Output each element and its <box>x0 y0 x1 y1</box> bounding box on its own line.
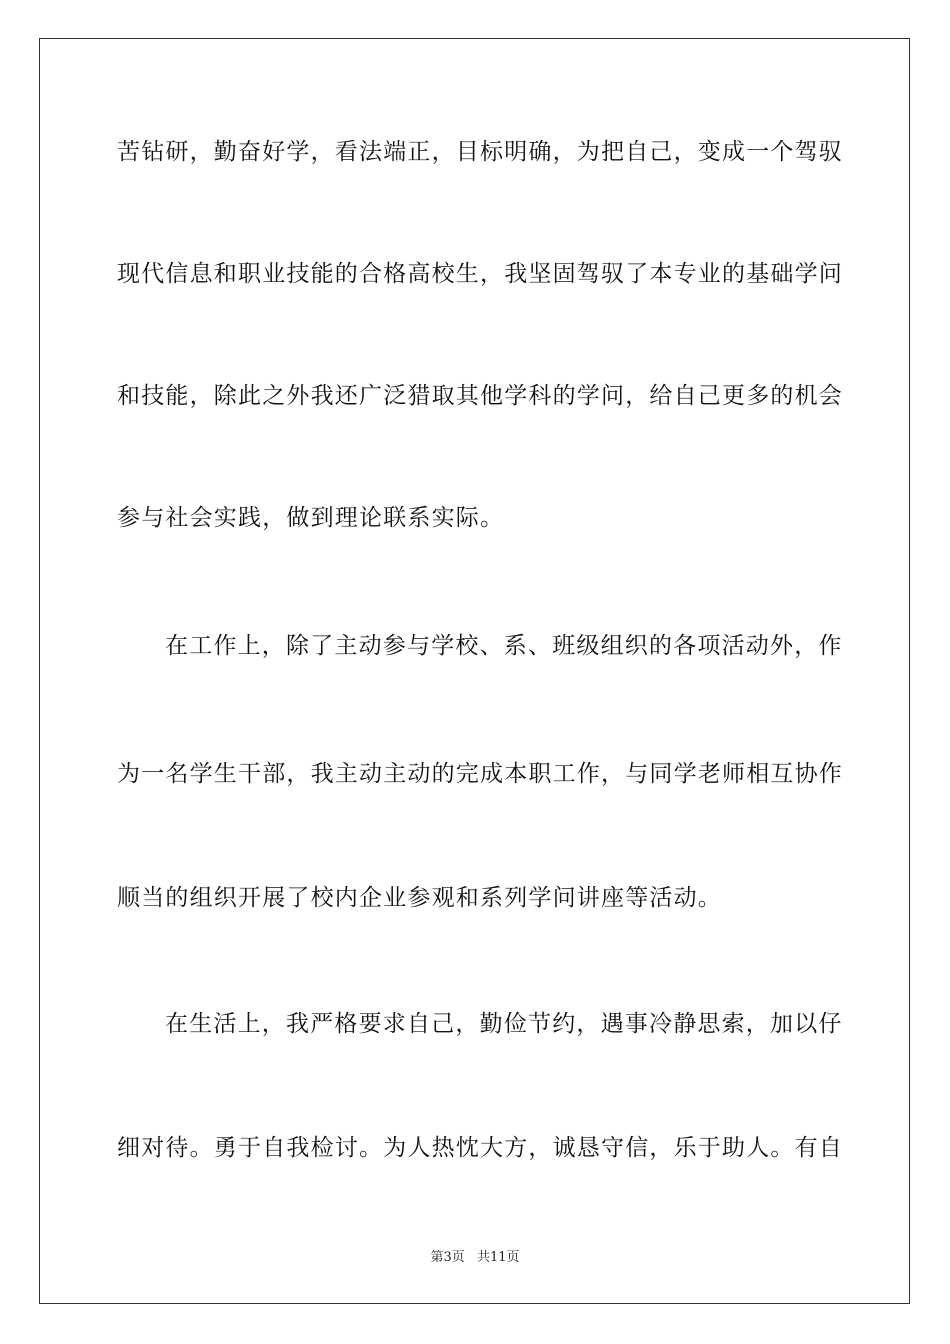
total-pages: 共11页 <box>476 1250 520 1265</box>
body-text-line-3: 和技能，除此之外我还广泛猎取其他学科的学问，给自己更多的机会 <box>117 383 843 409</box>
body-text-line-9: 细对待。勇于自我检讨。为人热忱大方，诚恳守信，乐于助人。有自 <box>117 1135 843 1161</box>
body-text-line-2: 现代信息和职业技能的合格高校生，我坚固驾驭了本专业的基础学问 <box>117 261 843 287</box>
body-text-line-8: 在生活上，我严格要求自己，勤俭节约，遇事冷静思索，加以仔 <box>165 1011 843 1037</box>
body-text-line-1: 苦钻研，勤奋好学，看法端正，目标明确，为把自己，变成一个驾驭 <box>117 139 843 165</box>
body-text-line-4: 参与社会实践，做到理论联系实际。 <box>117 505 505 531</box>
page-footer <box>0 1248 950 1268</box>
body-text-line-5: 在工作上，除了主动参与学校、系、班级组织的各项活动外，作 <box>165 633 843 659</box>
page-number: 第3页 <box>430 1250 465 1265</box>
body-text-line-6: 为一名学生干部，我主动主动的完成本职工作，与同学老师相互协作 <box>117 761 843 787</box>
page-border <box>39 38 910 1304</box>
body-text-line-7: 顺当的组织开展了校内企业参观和系列学问讲座等活动。 <box>117 885 722 911</box>
